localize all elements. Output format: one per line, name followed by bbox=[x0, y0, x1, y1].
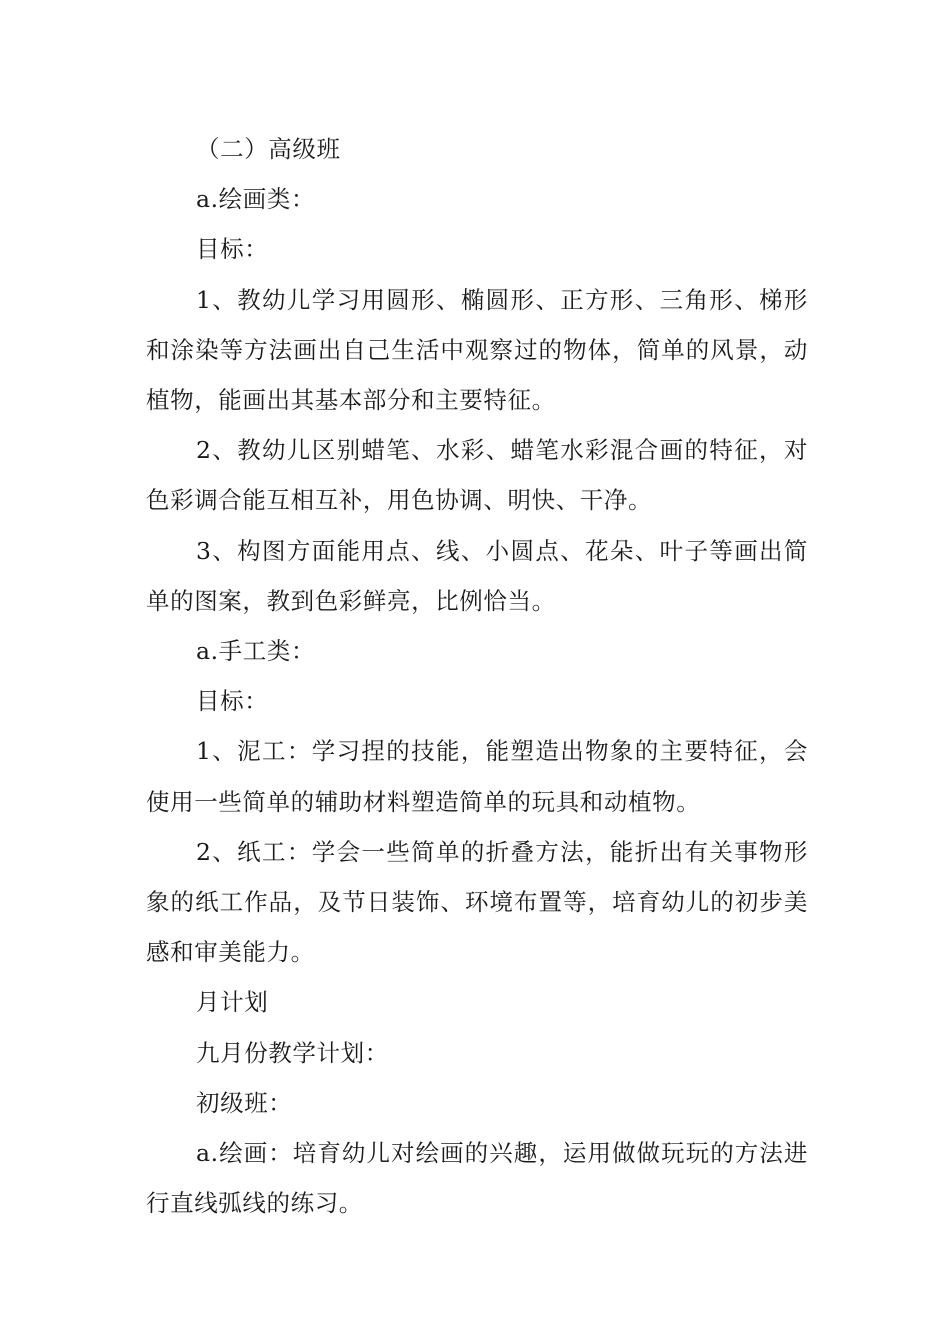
section-heading-advanced-class: （二）高级班 bbox=[196, 135, 341, 163]
handcraft-goal-2: 2、纸工：学会一些简单的折叠方法，能折出有关事物形象的纸工作品，及节日装饰、环境布置等，培育幼儿的初步美感和审美能力。 bbox=[146, 837, 808, 967]
handcraft-goal-1: 1、泥工：学习捏的技能，能塑造出物象的主要特征，会使用一些简单的辅助材料塑造简单的玩具和动植物。 bbox=[146, 737, 808, 816]
drawing-goal-3: 3、构图方面能用点、线、小圆点、花朵、叶子等画出简单的图案，教到色彩鲜亮，比例恰当。 bbox=[146, 536, 808, 615]
beginner-drawing-plan: a.绘画：培育幼儿对绘画的兴趣，运用做做玩玩的方法进行直线弧线的练习。 bbox=[146, 1139, 808, 1218]
heading-beginner-class: 初级班： bbox=[196, 1088, 293, 1117]
subheading-drawing: a.绘画类： bbox=[196, 185, 316, 214]
drawing-goal-2: 2、教幼儿区别蜡笔、水彩、蜡笔水彩混合画的特征，对色彩调合能互相互补，用色协调、明快、干净。 bbox=[146, 436, 808, 515]
document-body bbox=[146, 124, 808, 1228]
drawing-goal-1: 1、教幼儿学习用圆形、椭圆形、正方形、三角形、梯形和涂染等方法画出自己生活中观察过的物体，简单的风景，动植物，能画出其基本部分和主要特征。 bbox=[146, 285, 808, 415]
heading-monthly-plan: 月计划 bbox=[196, 988, 269, 1017]
subheading-handcraft: a.手工类： bbox=[196, 637, 316, 666]
heading-september-plan: 九月份教学计划： bbox=[196, 1038, 389, 1067]
goals-label: 目标： bbox=[196, 235, 269, 264]
goals-label: 目标： bbox=[196, 687, 269, 716]
